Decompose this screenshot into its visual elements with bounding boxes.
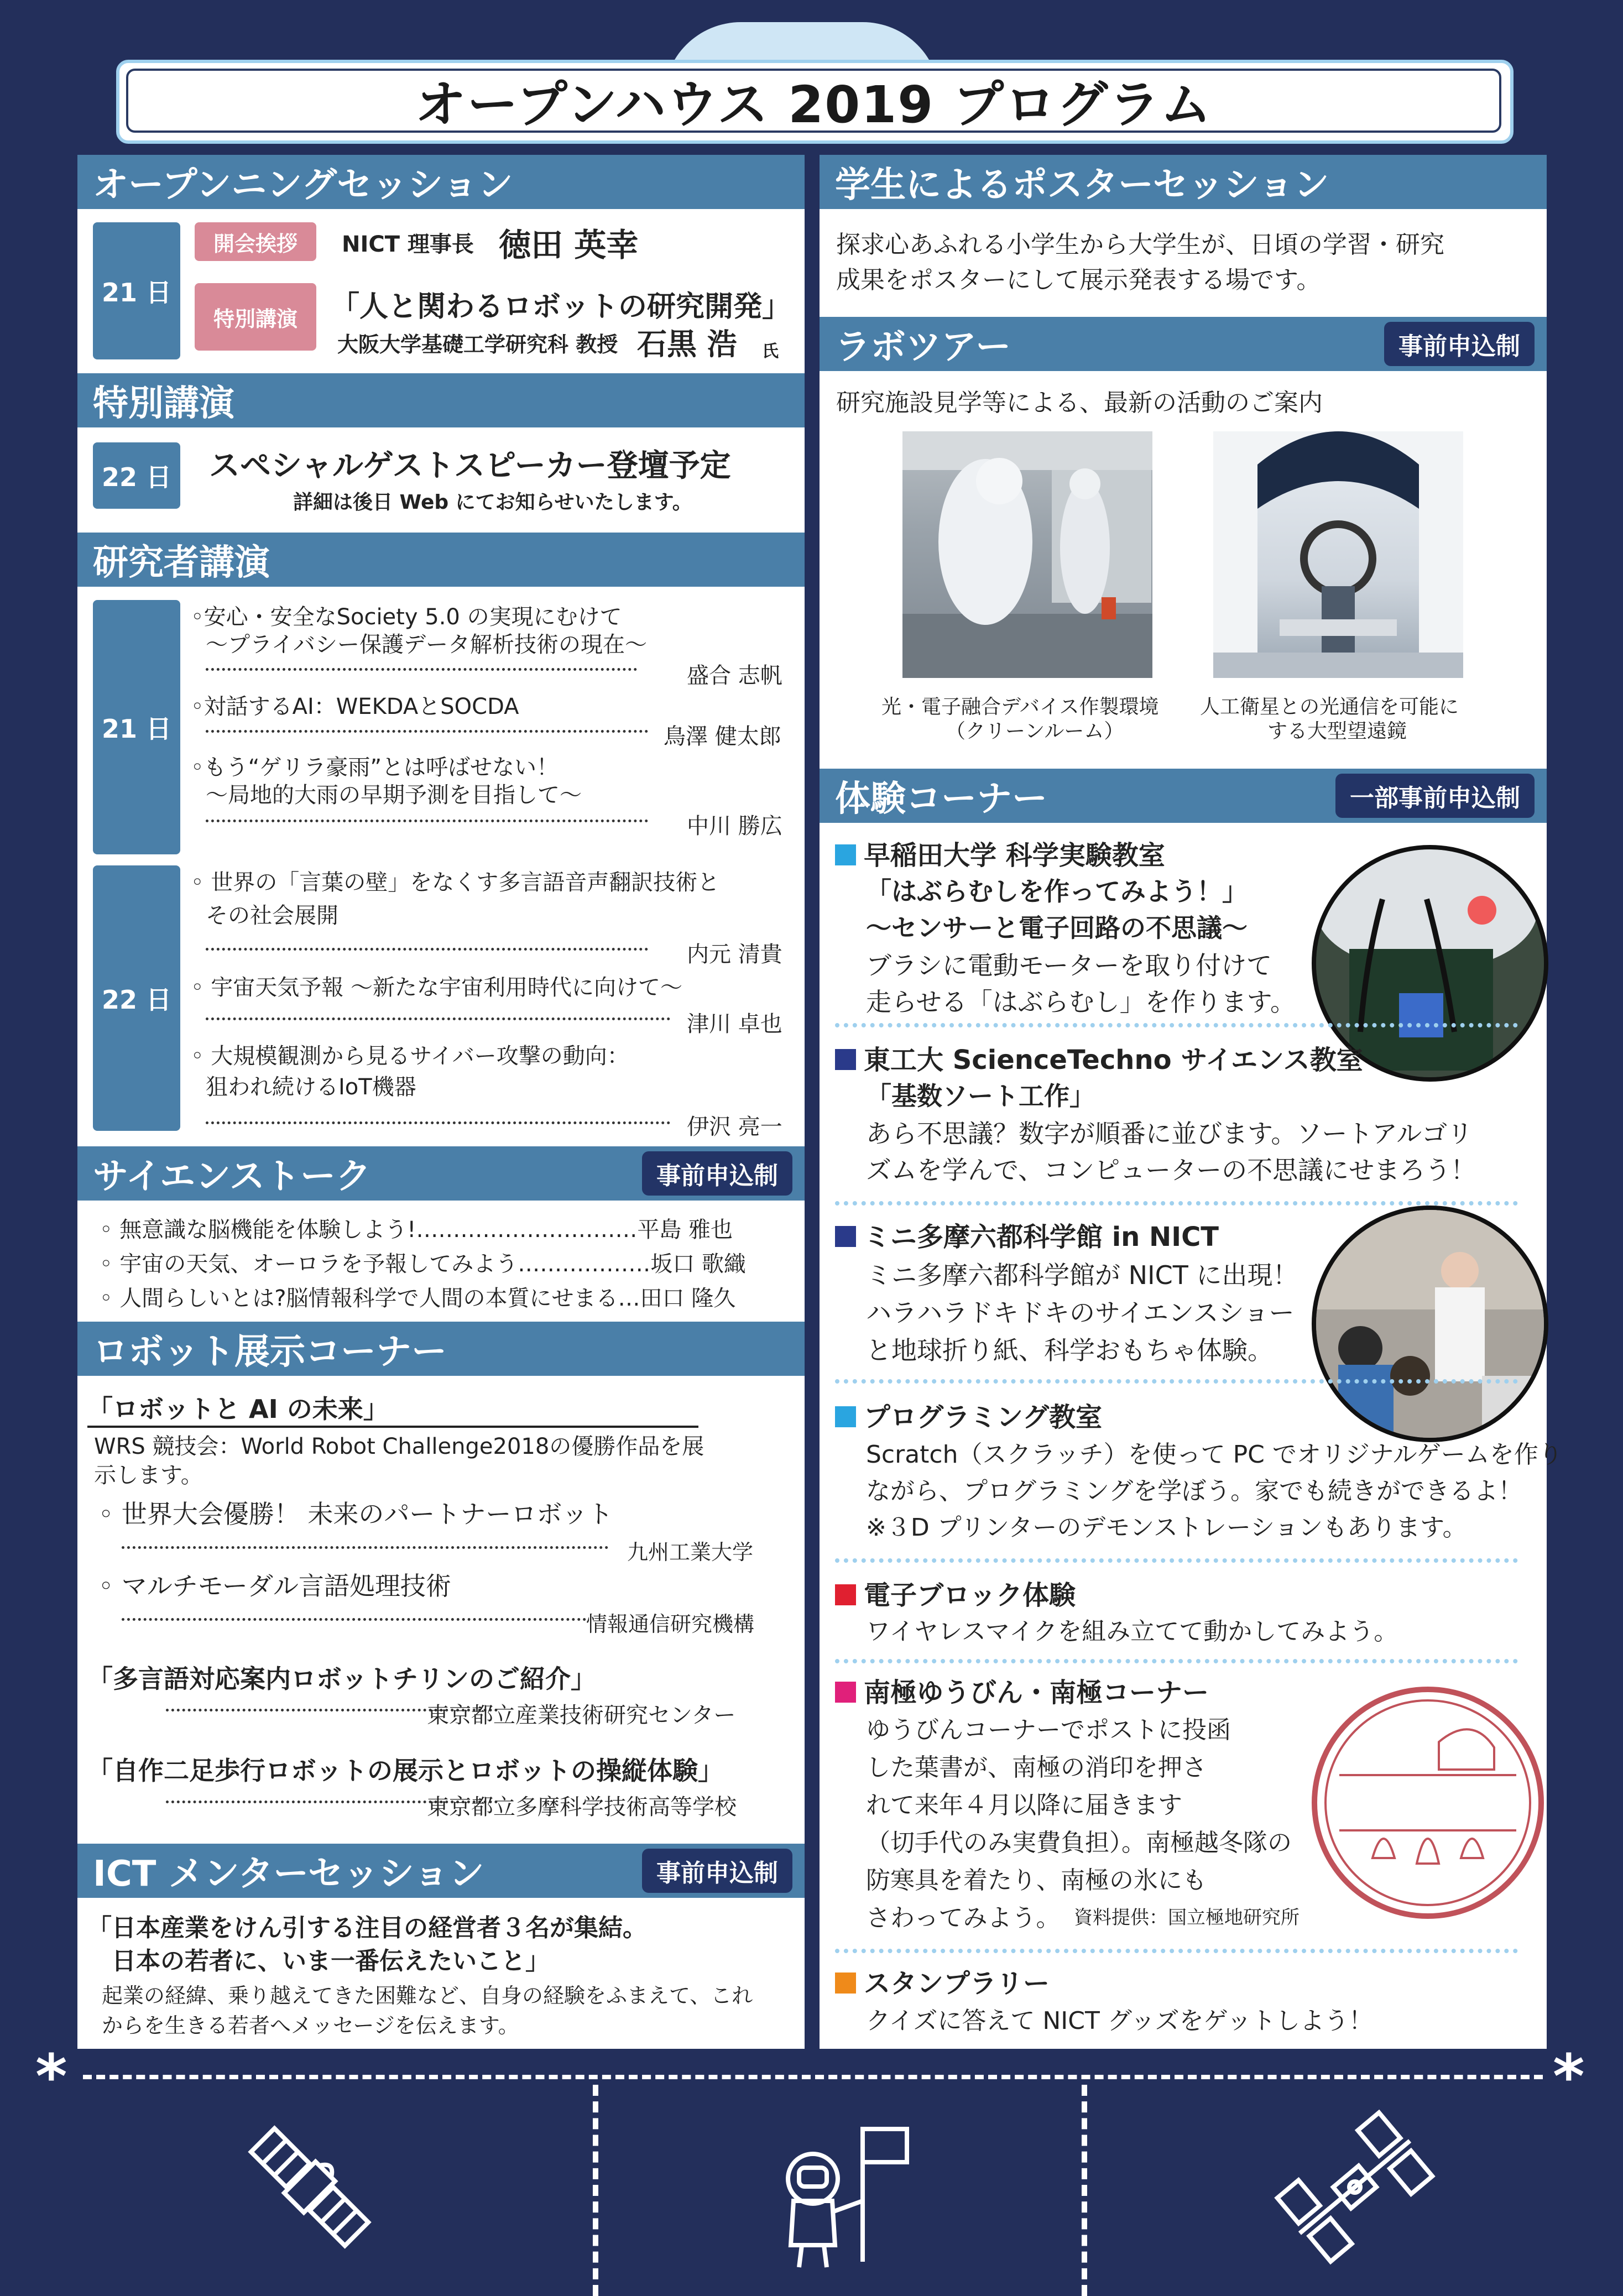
red-square-icon: [835, 1584, 856, 1605]
science-talk-item: ◦ 無意識な脳機能を体験しよう!…………………………平島 雅也: [100, 1217, 733, 1243]
poster-desc-line2: 成果をポスターにして展示発表する場です。: [836, 266, 1321, 294]
research-day22-badge: 22 日: [93, 865, 180, 1131]
special-line1: スペシャルゲストスピーカー登壇予定: [209, 448, 731, 484]
research-item-title: ◦ 大規模観測から見るサイバー攻撃の動向：: [191, 1043, 629, 1069]
leader-dots: [206, 668, 637, 671]
taiken-corner-header: [820, 769, 1547, 823]
research-speaker: 内元 清貴: [687, 942, 782, 967]
telescope-caption-2: する大型望遠鏡: [1267, 720, 1407, 743]
nankyoku-desc-line6: さわってみよう。: [866, 1904, 1061, 1932]
research-speaker: 盛合 志帆: [687, 663, 782, 688]
ict-desc-line1: 起業の経緯、乗り越えてきた困難など、自身の経験をふまえて、これ: [102, 1984, 753, 2008]
page-title: オープンハウス 2019 プログラム: [126, 69, 1501, 133]
tama-desc-line2: ハラハラドキドキのサイエンスショー: [866, 1298, 1295, 1328]
stamp-rally-title: [835, 1962, 1050, 2000]
leader-dots: [122, 1546, 608, 1549]
special-day-badge: 22 日: [93, 442, 180, 509]
footer-divider: [593, 2085, 598, 2296]
nankyoku-desc-line3: れて来年４月以降に届きます: [866, 1791, 1182, 1819]
magenta-square-icon: [835, 1682, 856, 1703]
research-item-title: ◦もう“ゲリラ豪雨”とは呼ばせない！: [191, 755, 559, 780]
science-show-photo: [1312, 1206, 1548, 1442]
waseda-desc-line2: 走らせる「はぶらむし」を作ります。: [866, 987, 1296, 1017]
robot-sub3-org: 東京都立多摩科学技術高等学校: [427, 1794, 737, 1820]
footer-divider: [1082, 2085, 1087, 2296]
taiken-corner-title: 体験コーナー: [835, 779, 1047, 820]
research-day21-badge: 21 日: [93, 600, 180, 854]
nankyoku-desc-line1: ゆうびんコーナーでポストに投函: [866, 1716, 1231, 1744]
research-speaker: 鳥澤 健太郎: [664, 724, 781, 749]
tokodai-desc-line2: ズムを学んで、コンピューターの不思議にせまろう！: [866, 1155, 1476, 1185]
research-item-title: ◦ 宇宙天気予報 〜新たな宇宙利用時代に向けて〜: [191, 975, 683, 1000]
research-item-title: ◦ 世界の「言葉の壁」をなくす多言語音声翻訳技術と: [191, 870, 720, 895]
robot-corner-header: ロボット展示コーナー: [77, 1322, 805, 1376]
lecture-suffix: 氏: [762, 342, 779, 361]
programming-desc-line3: ※３D プリンターのデモンストレーションもあります。: [866, 1514, 1467, 1542]
left-column: [77, 155, 805, 2049]
telescope-caption-1: 人工衛星との光通信を可能に: [1200, 696, 1459, 718]
leader-dots: [122, 1618, 586, 1621]
stamp-rally-title-text: スタンプラリー: [864, 1968, 1050, 1999]
research-item-subtitle: 狙われ続けるIoT機器: [206, 1074, 416, 1100]
waseda-sub1: 「はぶらむしを作ってみよう！」: [866, 876, 1248, 906]
leader-dots: [206, 820, 648, 822]
special-line2: 詳細は後日 Web にてお知らせいたします。: [293, 491, 692, 514]
dotted-separator: [835, 1023, 1518, 1027]
dotted-separator: [835, 1659, 1518, 1663]
research-speaker: 伊沢 亮一: [687, 1114, 782, 1140]
navy-square-icon: [835, 1226, 856, 1247]
satellite-icon: [232, 2107, 387, 2267]
programming-title-text: プログラミング教室: [864, 1402, 1103, 1433]
tokodai-title-text: 東工大 ScienceTechno サイエンス教室: [864, 1045, 1363, 1076]
ict-mentor-header: [77, 1844, 805, 1898]
lecture-speaker: 石黒 浩: [637, 327, 737, 362]
lab-tour-badge: 事前申込制: [1384, 322, 1535, 366]
leader-dots: [206, 1017, 670, 1020]
tama-title: [835, 1215, 1219, 1254]
waseda-title-text: 早稲田大学 科学実験教室: [864, 840, 1165, 871]
cleanroom-caption-2: （クリーンルーム）: [946, 720, 1124, 743]
tama-desc-line3: と地球折り紙、科学おもちゃ体験。: [866, 1335, 1273, 1365]
research-lecture-header: 研究者講演: [77, 533, 805, 587]
robot-desc-line1: WRS 競技会：World Robot Challenge2018の優勝作品を展: [94, 1434, 704, 1459]
nankyoku-credit: 資料提供：国立極地研究所: [1074, 1907, 1300, 1929]
poster-desc-line1: 探求心あふれる小学生から大学生が、日頃の学習・研究: [836, 231, 1444, 259]
space-station-icon: [1272, 2101, 1438, 2273]
lecture-title: 「人と関わるロボットの研究開発」: [331, 290, 791, 323]
research-item-title: ◦安心・安全なSociety 5.0 の実現にむけて: [191, 604, 622, 630]
research-item-subtitle: 〜プライバシー保護データ解析技術の現在〜: [206, 632, 647, 658]
programming-desc-line1: Scratch（スクラッチ）を使って PC でオリジナルゲームを作り: [866, 1441, 1563, 1469]
nankyoku-title: [835, 1671, 1209, 1709]
block-desc: ワイヤレスマイクを組み立てて動かしてみよう。: [866, 1617, 1398, 1646]
ict-mentor-badge: 事前申込制: [642, 1849, 792, 1893]
robot-desc-line2: 示します。: [94, 1463, 203, 1488]
research-item-title: ◦対話するAI：WEKDAとSOCDA: [191, 694, 519, 719]
greeting-name: 徳田 英幸: [499, 226, 639, 264]
asterisk-icon: *: [1553, 2041, 1585, 2112]
research-speaker: 津川 卓也: [687, 1011, 782, 1037]
nankyoku-desc-line5: 防寒具を着たり、南極の氷にも: [866, 1866, 1207, 1895]
ict-mentor-title: ICT メンターセッション: [93, 1854, 484, 1895]
programming-desc-line2: ながら、プログラミングを学ぼう。家でも続きができるよ！: [866, 1477, 1523, 1505]
lecture-affiliation: 大阪大学基礎工学研究科 教授: [337, 332, 618, 357]
research-item-subtitle: 〜局地的大雨の早期予測を目指して〜: [206, 782, 582, 808]
dotted-separator: [835, 1201, 1518, 1206]
robot-item2: ◦ マルチモーダル言語処理技術: [98, 1571, 451, 1601]
nankyoku-title-text: 南極ゆうびん・南極コーナー: [864, 1677, 1209, 1708]
robot-sub3: 「自作二足歩行ロボットの展示とロボットの操縦体験」: [87, 1756, 723, 1786]
ict-desc-line2: からを生きる若者へメッセージを伝えます。: [102, 2013, 519, 2038]
greeting-org: NICT 理事長: [342, 232, 474, 257]
research-speaker: 中川 勝広: [687, 813, 782, 839]
cleanroom-photo: [902, 431, 1152, 678]
leader-dots: [206, 1121, 670, 1124]
special-lecture-header: 特別講演: [77, 373, 805, 427]
dotted-separator: [835, 1949, 1518, 1953]
robot-sub1: 「ロボットと AI の未来」: [87, 1389, 698, 1428]
robot-sub2: 「多言語対応案内ロボットチリンのご紹介」: [87, 1664, 596, 1694]
leader-dots: [206, 948, 648, 951]
waseda-title: [835, 834, 1165, 872]
robot-item1-org: 九州工業大学: [627, 1540, 754, 1564]
opening-greeting-tag: 開会挨拶: [195, 222, 316, 261]
poster-session-header: 学生によるポスターセッション: [820, 155, 1547, 209]
tokodai-sub: 「基数ソート工作」: [866, 1081, 1095, 1111]
lab-tour-header: [820, 317, 1547, 371]
robot-sub2-org: 東京都立産業技術研究センター: [427, 1703, 736, 1728]
lab-tour-title: ラボツアー: [835, 327, 1011, 368]
nankyoku-desc-line4: （切手代のみ実費負担）。南極越冬隊の: [866, 1829, 1292, 1857]
cleanroom-caption-1: 光・電子融合デバイス作製環境: [881, 696, 1159, 718]
taiken-corner-badge: 一部事前申込制: [1335, 774, 1535, 818]
block-title: [835, 1574, 1076, 1612]
navy-square-icon: [835, 1049, 856, 1070]
science-talk-header: [77, 1146, 805, 1201]
stamp-rally-desc: クイズに答えて NICT グッズをゲットしよう！: [866, 2007, 1373, 2035]
science-talk-item: ◦ 人間らしいとは?脳情報科学で人間の本質にせまる…田口 隆久: [100, 1286, 736, 1311]
waseda-desc-line1: ブラシに電動モーターを取り付けて: [866, 951, 1272, 980]
opening-day-badge: 21 日: [93, 222, 180, 359]
science-talk-badge: 事前申込制: [642, 1151, 792, 1196]
waseda-sub2: 〜センサーと電子回路の不思議〜: [866, 913, 1248, 943]
footer-dashed-line: [83, 2075, 1543, 2079]
cyan-square-icon: [835, 1406, 856, 1427]
research-item-subtitle: その社会展開: [206, 903, 338, 928]
robot-item2-org: 情報通信研究機構: [586, 1612, 755, 1636]
robot-item1: ◦ 世界大会優勝！ 未来のパートナーロボット: [98, 1499, 613, 1529]
asterisk-icon: *: [35, 2041, 67, 2112]
tokodai-desc-line1: あら不思議？数字が順番に並びます。ソートアルゴリ: [866, 1119, 1473, 1149]
lab-tour-desc: 研究施設見学等による、最新の活動のご案内: [836, 389, 1323, 417]
antarctic-postmark-icon: [1306, 1681, 1549, 1924]
leader-dots: [206, 730, 648, 733]
science-talk-item: ◦ 宇宙の天気、オーロラを予報してみよう………………坂口 歌織: [100, 1251, 747, 1277]
right-column: [820, 155, 1563, 2049]
ict-title-line2: 日本の若者に、いま一番伝えたいこと」: [112, 1947, 550, 1975]
astronaut-icon: [769, 2118, 912, 2273]
special-lecture-tag: 特別講演: [195, 283, 316, 351]
ict-title-line1: 「日本産業をけん引する注目の経営者３名が集結。: [87, 1914, 647, 1942]
nankyoku-desc-line2: した葉書が、南極の消印を押さ: [866, 1754, 1207, 1782]
tama-title-text: ミニ多摩六都科学館 in NICT: [864, 1222, 1219, 1253]
programming-title: [835, 1396, 1102, 1434]
dotted-separator: [835, 1558, 1518, 1563]
tama-desc-line1: ミニ多摩六都科学館が NICT に出現！: [866, 1260, 1298, 1290]
telescope-photo: [1213, 431, 1463, 678]
orange-square-icon: [835, 1973, 856, 1994]
opening-session-header: オープンニングセッション: [77, 155, 805, 209]
dotted-separator: [835, 1379, 1518, 1384]
science-talk-title: サイエンストーク: [93, 1156, 372, 1197]
cyan-square-icon: [835, 844, 856, 865]
block-title-text: 電子ブロック体験: [864, 1580, 1076, 1611]
tokodai-title: [835, 1039, 1363, 1077]
